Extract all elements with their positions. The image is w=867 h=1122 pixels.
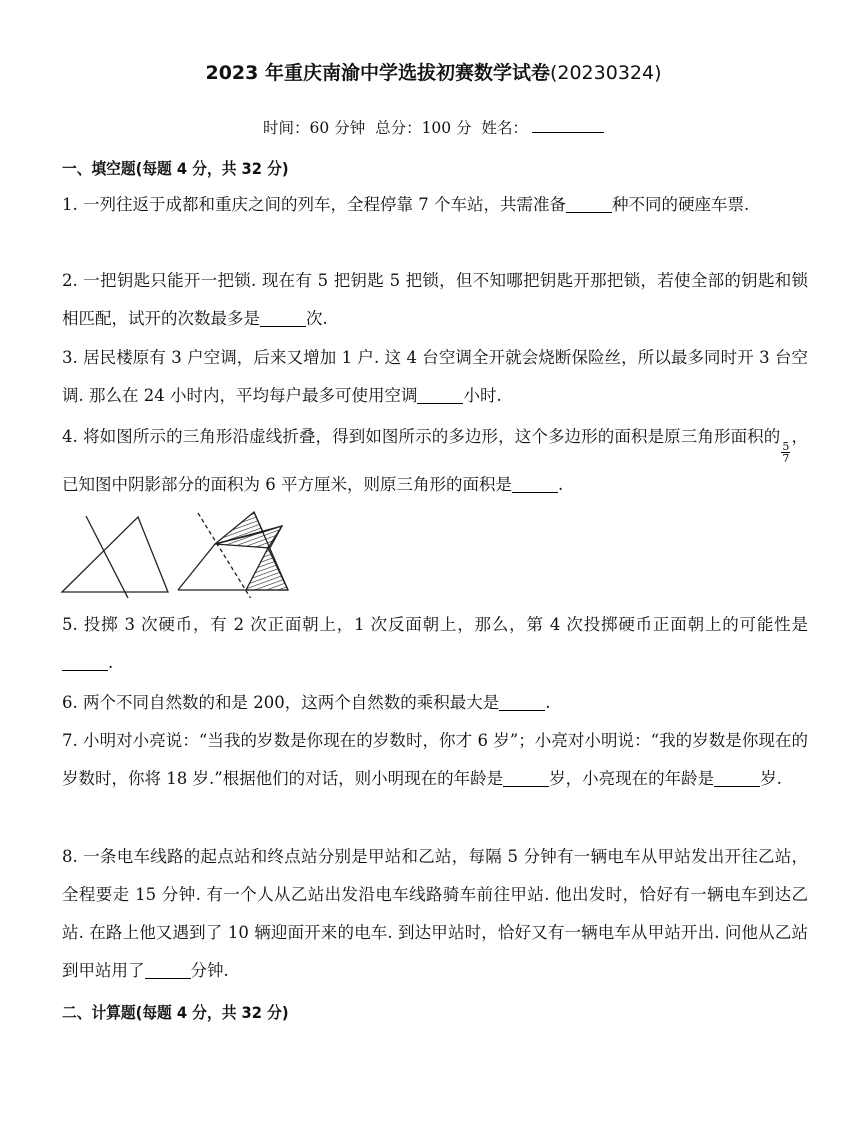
question-1-text-end: 种不同的硬座车票.	[611, 195, 750, 214]
score-label: 总分：100 分	[375, 119, 472, 137]
question-7-text-mid: 岁，小亮现在的年龄是	[549, 769, 715, 788]
question-2-text: 2. 一把钥匙只能开一把锁. 现在有 5 把钥匙 5 把锁，但不知哪把钥匙开那把锁，若使全部的钥匙和锁相匹配，试开的次数最多是	[62, 271, 808, 328]
question-8	[62, 838, 808, 990]
question-2	[62, 262, 808, 338]
question-7	[62, 722, 808, 798]
question-6	[62, 684, 808, 722]
question-5-text: 5. 投掷 3 次硬币，有 2 次正面朝上，1 次反面朝上，那么，第 4 次投掷硬币正面朝上的可能性是	[62, 615, 808, 634]
question-5	[62, 606, 808, 682]
exam-meta	[0, 116, 867, 138]
fraction-numerator: 5	[782, 440, 790, 453]
question-4	[62, 416, 808, 506]
question-6-text: 6. 两个不同自然数的和是 200，这两个自然数的乘积最大是	[62, 693, 500, 712]
answer-blank-1[interactable]	[566, 196, 612, 214]
question-3-text: 3. 居民楼原有 3 户空调，后来又增加 1 户. 这 4 台空调全开就会烧断保险丝，所以最多同时开 3 台空调. 那么在 24 小时内，平均每户最多可使用空调	[62, 348, 808, 405]
triangle-fold-diagram	[58, 508, 298, 598]
section-heading-fill-in: 一、填空题(每题 4 分，共 32 分)	[62, 159, 289, 178]
question-2-text-end: 次.	[306, 309, 328, 328]
question-7-text: 7. 小明对小亮说：“当我的岁数是你现在的岁数时，你才 6 岁”；小亮对小明说：“我的岁数是你现在的岁数时，你将 18 岁.”根据他们的对话，则小明现在的年龄是	[62, 731, 808, 788]
question-4-text-mid: ，已知图中阴影部分的面积为 6 平方厘米，则原三角形的面积是	[62, 427, 808, 494]
question-5-text-end: .	[108, 653, 114, 672]
original-triangle	[62, 516, 168, 598]
title-date: (20230324)	[549, 62, 662, 84]
time-label: 时间：60 分钟	[263, 119, 366, 137]
folded-polygon	[178, 512, 288, 598]
answer-blank-4[interactable]	[512, 476, 558, 494]
question-8-text: 8. 一条电车线路的起点站和终点站分别是甲站和乙站，每隔 5 分钟有一辆电车从甲站发出开往乙站，全程要走 15 分钟. 有一个人从乙站出发沿电车线路骑车前往甲站. 他出发时，恰好有一辆电车到达乙站. 在路上他又遇到了 10 辆迎面开来的电车. 到达甲站时，恰好又有一辆电车从甲站开出. 问他从乙站到甲站用了	[62, 847, 808, 980]
name-label: 姓名：	[481, 119, 528, 137]
answer-blank-8[interactable]	[145, 962, 191, 980]
answer-blank-5[interactable]	[62, 654, 108, 672]
fraction-denominator: 7	[782, 452, 790, 465]
question-4-text-end: .	[558, 475, 564, 494]
section-heading-calculation: 二、计算题(每题 4 分，共 32 分)	[62, 1003, 289, 1022]
title-main: 2023 年重庆南渝中学选拔初赛数学试卷	[205, 62, 550, 84]
answer-blank-3[interactable]	[417, 387, 463, 405]
answer-blank-7b[interactable]	[714, 770, 760, 788]
question-8-text-end: 分钟.	[190, 961, 229, 980]
question-4-figure	[58, 508, 298, 602]
question-4-text: 4. 将如图所示的三角形沿虚线折叠，得到如图所示的多边形，这个多边形的面积是原三角形面积的	[62, 427, 781, 446]
question-1	[62, 186, 808, 224]
question-3	[62, 339, 808, 415]
page-title	[0, 58, 867, 85]
fraction-five-sevenths	[781, 441, 790, 464]
question-1-text: 1. 一列往返于成都和重庆之间的列车，全程停靠 7 个车站，共需准备	[62, 195, 566, 214]
answer-blank-2[interactable]	[260, 310, 306, 328]
answer-blank-6[interactable]	[499, 694, 545, 712]
name-blank[interactable]	[532, 118, 604, 133]
question-7-text-end: 岁.	[760, 769, 782, 788]
question-3-text-end: 小时.	[463, 386, 502, 405]
question-6-text-end: .	[545, 693, 551, 712]
answer-blank-7a[interactable]	[503, 770, 549, 788]
